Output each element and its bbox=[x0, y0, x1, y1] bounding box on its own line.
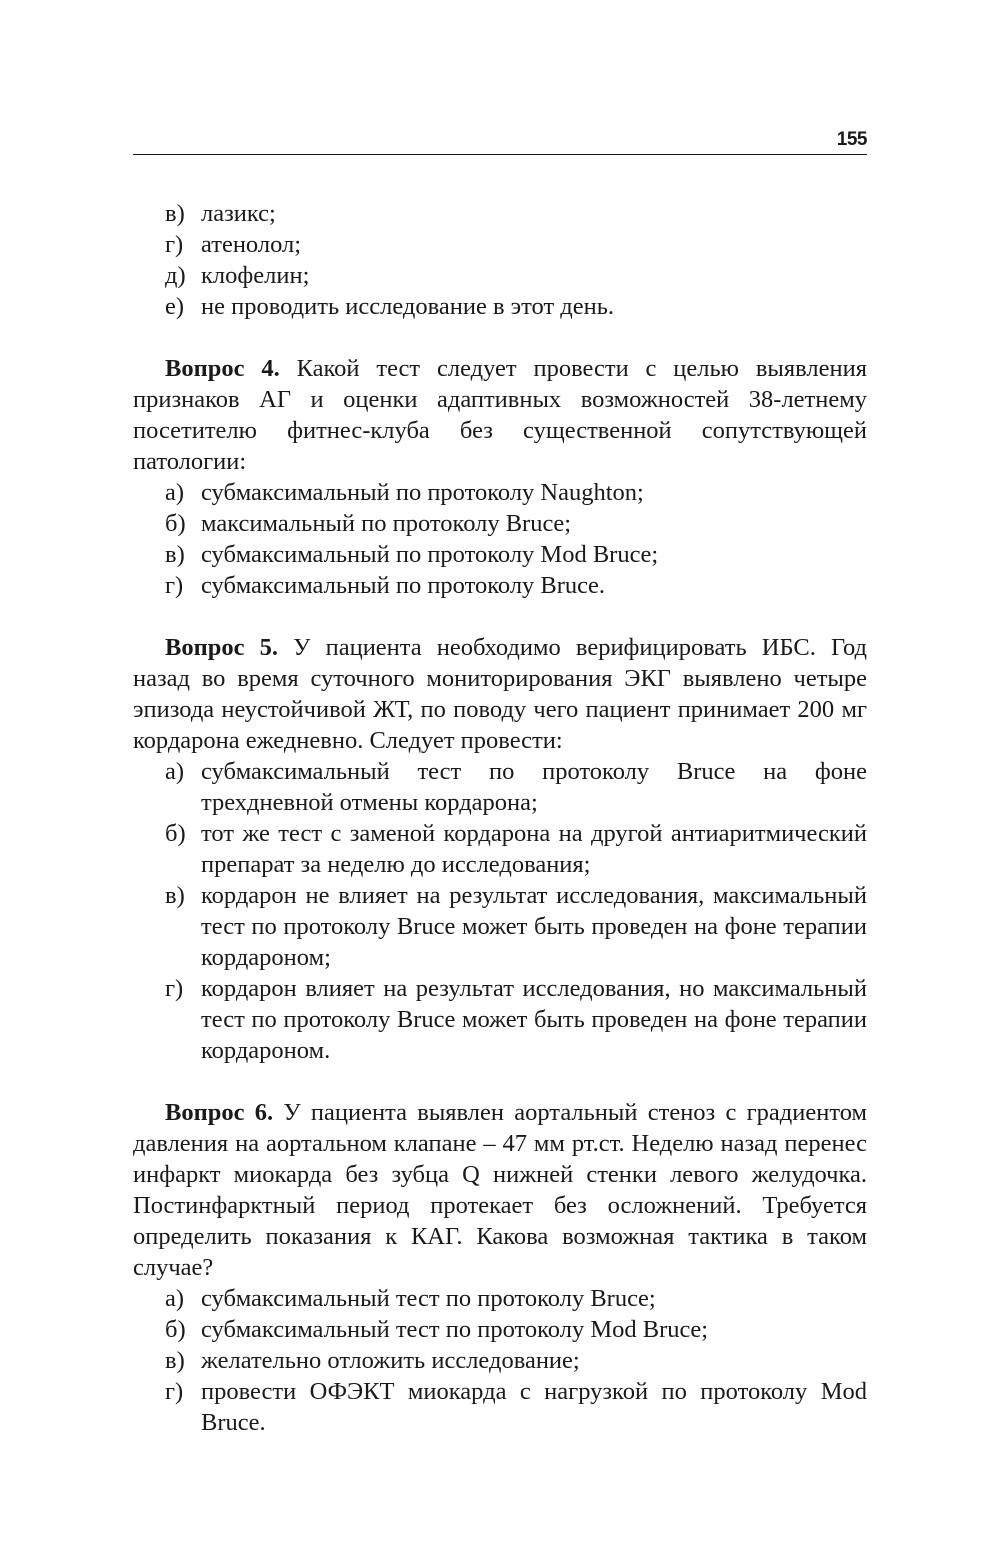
continued-answer-list bbox=[133, 198, 867, 322]
question-label: Вопрос 4. bbox=[165, 355, 280, 382]
answer-option bbox=[133, 880, 867, 973]
option-marker: г) bbox=[165, 975, 184, 1002]
answer-option bbox=[133, 508, 867, 539]
option-marker: г) bbox=[165, 572, 184, 599]
answer-option bbox=[133, 570, 867, 601]
option-text: субмаксимальный по протоколу Naughton; bbox=[201, 479, 644, 506]
answer-option bbox=[133, 1345, 867, 1376]
answer-option bbox=[133, 1314, 867, 1345]
answer-list bbox=[133, 756, 867, 1066]
option-text: максимальный по протоколу Bruce; bbox=[201, 510, 572, 537]
option-text: субмаксимальный тест по протоколу Mod Bruce; bbox=[201, 1316, 709, 1343]
option-marker: е) bbox=[165, 293, 185, 320]
question-text bbox=[133, 632, 867, 756]
question-text bbox=[133, 353, 867, 477]
option-text: не проводить исследование в этот день. bbox=[201, 293, 615, 320]
answer-option bbox=[133, 539, 867, 570]
question-body: У пациента выявлен аортальный стеноз с градиентом давления на аортальном клапане – 47 мм рт.ст. Неделю назад перенес инфаркт миокарда без зубца Q нижней стенки левого желудочка. Постинфарктный период протекает без осложнений. Требуется определить показания к КАГ. Какова возможная тактика в таком случае? bbox=[133, 1099, 868, 1281]
answer-option bbox=[133, 229, 867, 260]
option-text: атенолол; bbox=[201, 231, 302, 258]
option-marker: в) bbox=[165, 200, 185, 227]
question-label: Вопрос 5. bbox=[165, 634, 278, 661]
option-text: кордарон не влияет на результат исследования, максимальный тест по протоколу Bruce может быть проведен на фоне терапии кордароном; bbox=[201, 882, 867, 971]
option-marker: в) bbox=[165, 882, 185, 909]
option-text: субмаксимальный тест по протоколу Bruce; bbox=[201, 1285, 656, 1312]
question-6 bbox=[133, 1097, 867, 1438]
page-content bbox=[133, 198, 867, 1438]
option-text: кордарон влияет на результат исследования, но максимальный тест по протоколу Bruce может быть проведен на фоне терапии кордароном. bbox=[201, 975, 867, 1064]
option-marker: а) bbox=[165, 758, 185, 785]
answer-option bbox=[133, 477, 867, 508]
option-text: провести ОФЭКТ миокарда с нагрузкой по протоколу Mod Bruce. bbox=[201, 1378, 867, 1436]
option-text: клофелин; bbox=[201, 262, 310, 289]
option-marker: а) bbox=[165, 1285, 185, 1312]
option-marker: а) bbox=[165, 479, 185, 506]
answer-option bbox=[133, 291, 867, 322]
answer-option bbox=[133, 198, 867, 229]
answer-list bbox=[133, 477, 867, 601]
option-marker: в) bbox=[165, 541, 185, 568]
option-marker: б) bbox=[165, 510, 186, 537]
question-5 bbox=[133, 632, 867, 1066]
option-marker: в) bbox=[165, 1347, 185, 1374]
page-header bbox=[133, 128, 867, 155]
answer-option bbox=[133, 818, 867, 880]
answer-option bbox=[133, 756, 867, 818]
option-marker: б) bbox=[165, 1316, 186, 1343]
option-marker: г) bbox=[165, 1378, 184, 1405]
question-4 bbox=[133, 353, 867, 601]
question-body: Какой тест следует провести с целью выявления признаков АГ и оценки адаптивных возможностей 38-летнему посетителю фитнес-клуба без существенной сопутствующей патологии: bbox=[133, 355, 867, 475]
option-text: субмаксимальный по протоколу Bruce. bbox=[201, 572, 606, 599]
option-marker: д) bbox=[165, 262, 186, 289]
answer-option bbox=[133, 1376, 867, 1438]
answer-option bbox=[133, 973, 867, 1066]
option-marker: г) bbox=[165, 231, 184, 258]
answer-option bbox=[133, 260, 867, 291]
question-text bbox=[133, 1097, 867, 1283]
option-marker: б) bbox=[165, 820, 186, 847]
option-text: лазикс; bbox=[201, 200, 276, 227]
answer-option bbox=[133, 1283, 867, 1314]
page-number: 155 bbox=[836, 129, 867, 150]
question-label: Вопрос 6. bbox=[165, 1099, 274, 1126]
answer-list bbox=[133, 1283, 867, 1438]
question-body: У пациента необходимо верифицировать ИБС. Год назад во время суточного мониторирования ЭКГ выявлено четыре эпизода неустойчивой ЖТ, по поводу чего пациент принимает 200 мг кордарона ежедневно. Следует провести: bbox=[133, 634, 867, 754]
option-text: тот же тест с заменой кордарона на другой антиаритмический препарат за неделю до исследования; bbox=[201, 820, 867, 878]
option-text: субмаксимальный тест по протоколу Bruce на фоне трехдневной отмены кордарона; bbox=[201, 758, 867, 816]
option-text: желательно отложить исследование; bbox=[201, 1347, 580, 1374]
option-text: субмаксимальный по протоколу Mod Bruce; bbox=[201, 541, 659, 568]
